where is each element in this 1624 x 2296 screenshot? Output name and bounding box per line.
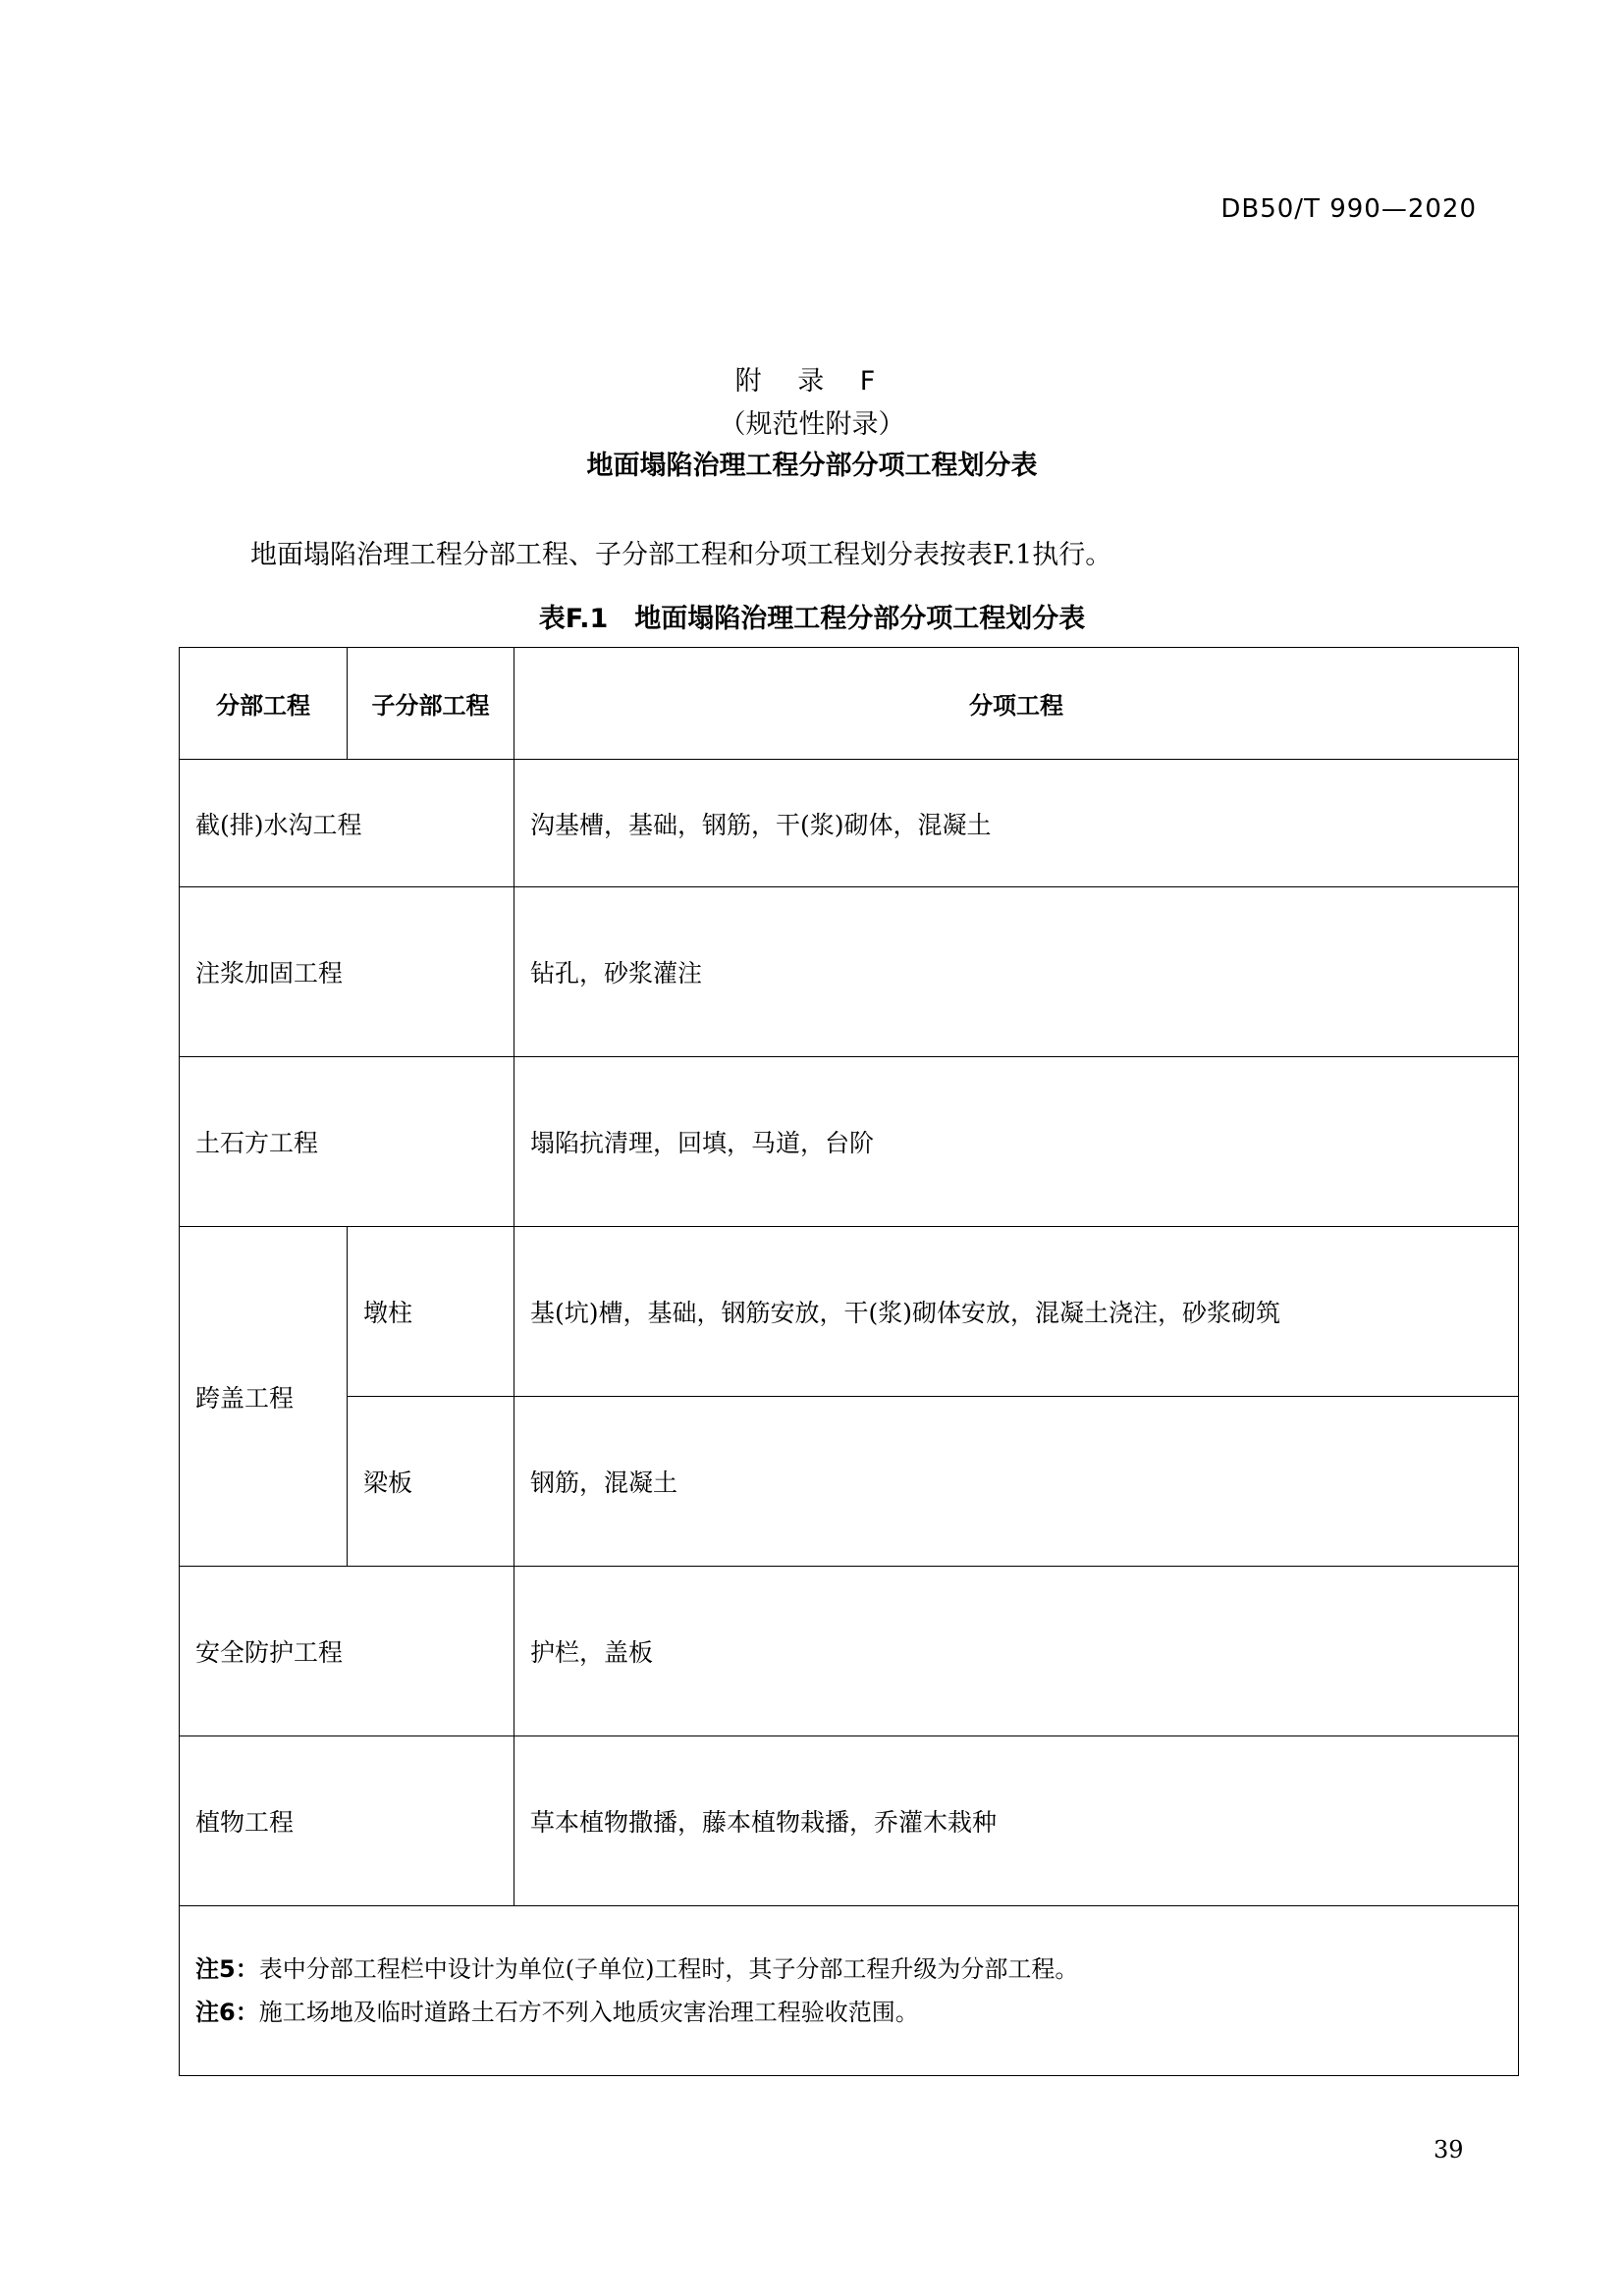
note-label: 注6： (195, 1999, 259, 2026)
note-text: 表中分部工程栏中设计为单位(子单位)工程时，其子分部工程升级为分部工程。 (258, 1955, 1079, 1983)
table-row (180, 1057, 1519, 1227)
notes-row (180, 1906, 1519, 2076)
cell-items: 塌陷抗清理，回填，马道，台阶 (514, 1057, 1519, 1227)
cell-part: 植物工程 (180, 1736, 514, 1906)
cell-subpart: 梁板 (348, 1397, 514, 1567)
appendix-label: 附 录 F (734, 366, 890, 397)
header-items: 分项工程 (514, 648, 1519, 760)
appendix-kind: （规范性附录） (719, 409, 905, 440)
cell-part: 跨盖工程 (180, 1227, 348, 1567)
cell-part: 安全防护工程 (180, 1567, 514, 1736)
header-part: 分部工程 (180, 648, 348, 760)
table-row (180, 1736, 1519, 1906)
cell-items: 钢筋，混凝土 (514, 1397, 1519, 1567)
cell-part: 截(排)水沟工程 (180, 760, 514, 887)
note-text: 施工场地及临时道路土石方不列入地质灾害治理工程验收范围。 (258, 1999, 919, 2026)
table-caption: 表F.1 地面塌陷治理工程分部分项工程划分表 (538, 604, 1086, 634)
intro-paragraph: 地面塌陷治理工程分部工程、子分部工程和分项工程划分表按表F.1执行。 (250, 540, 1112, 570)
appendix-title: 地面塌陷治理工程分部分项工程划分表 (586, 451, 1038, 481)
table-row (180, 760, 1519, 887)
header-subpart: 子分部工程 (348, 648, 514, 760)
note-label: 注5： (195, 1955, 259, 1983)
note-item (195, 1991, 1502, 2034)
note-item (195, 1948, 1502, 1991)
table-row (180, 1227, 1519, 1397)
cell-part: 土石方工程 (180, 1057, 514, 1227)
cell-items: 护栏，盖板 (514, 1567, 1519, 1736)
cell-items: 沟基槽，基础，钢筋，干(浆)砌体，混凝土 (514, 760, 1519, 887)
division-table (179, 647, 1519, 2076)
cell-subpart: 墩柱 (348, 1227, 514, 1397)
table-row (180, 1567, 1519, 1736)
cell-part: 注浆加固工程 (180, 887, 514, 1057)
table-row (180, 1397, 1519, 1567)
cell-items: 钻孔，砂浆灌注 (514, 887, 1519, 1057)
standard-code: DB50/T 990—2020 (1220, 194, 1477, 224)
cell-items: 草本植物撒播，藤本植物栽播，乔灌木栽种 (514, 1736, 1519, 1906)
cell-items: 基(坑)槽，基础，钢筋安放，干(浆)砌体安放，混凝土浇注，砂浆砌筑 (514, 1227, 1519, 1397)
page-number: 39 (1434, 2136, 1464, 2163)
table-row (180, 887, 1519, 1057)
table-header-row (180, 648, 1519, 760)
table-notes (180, 1906, 1519, 2076)
